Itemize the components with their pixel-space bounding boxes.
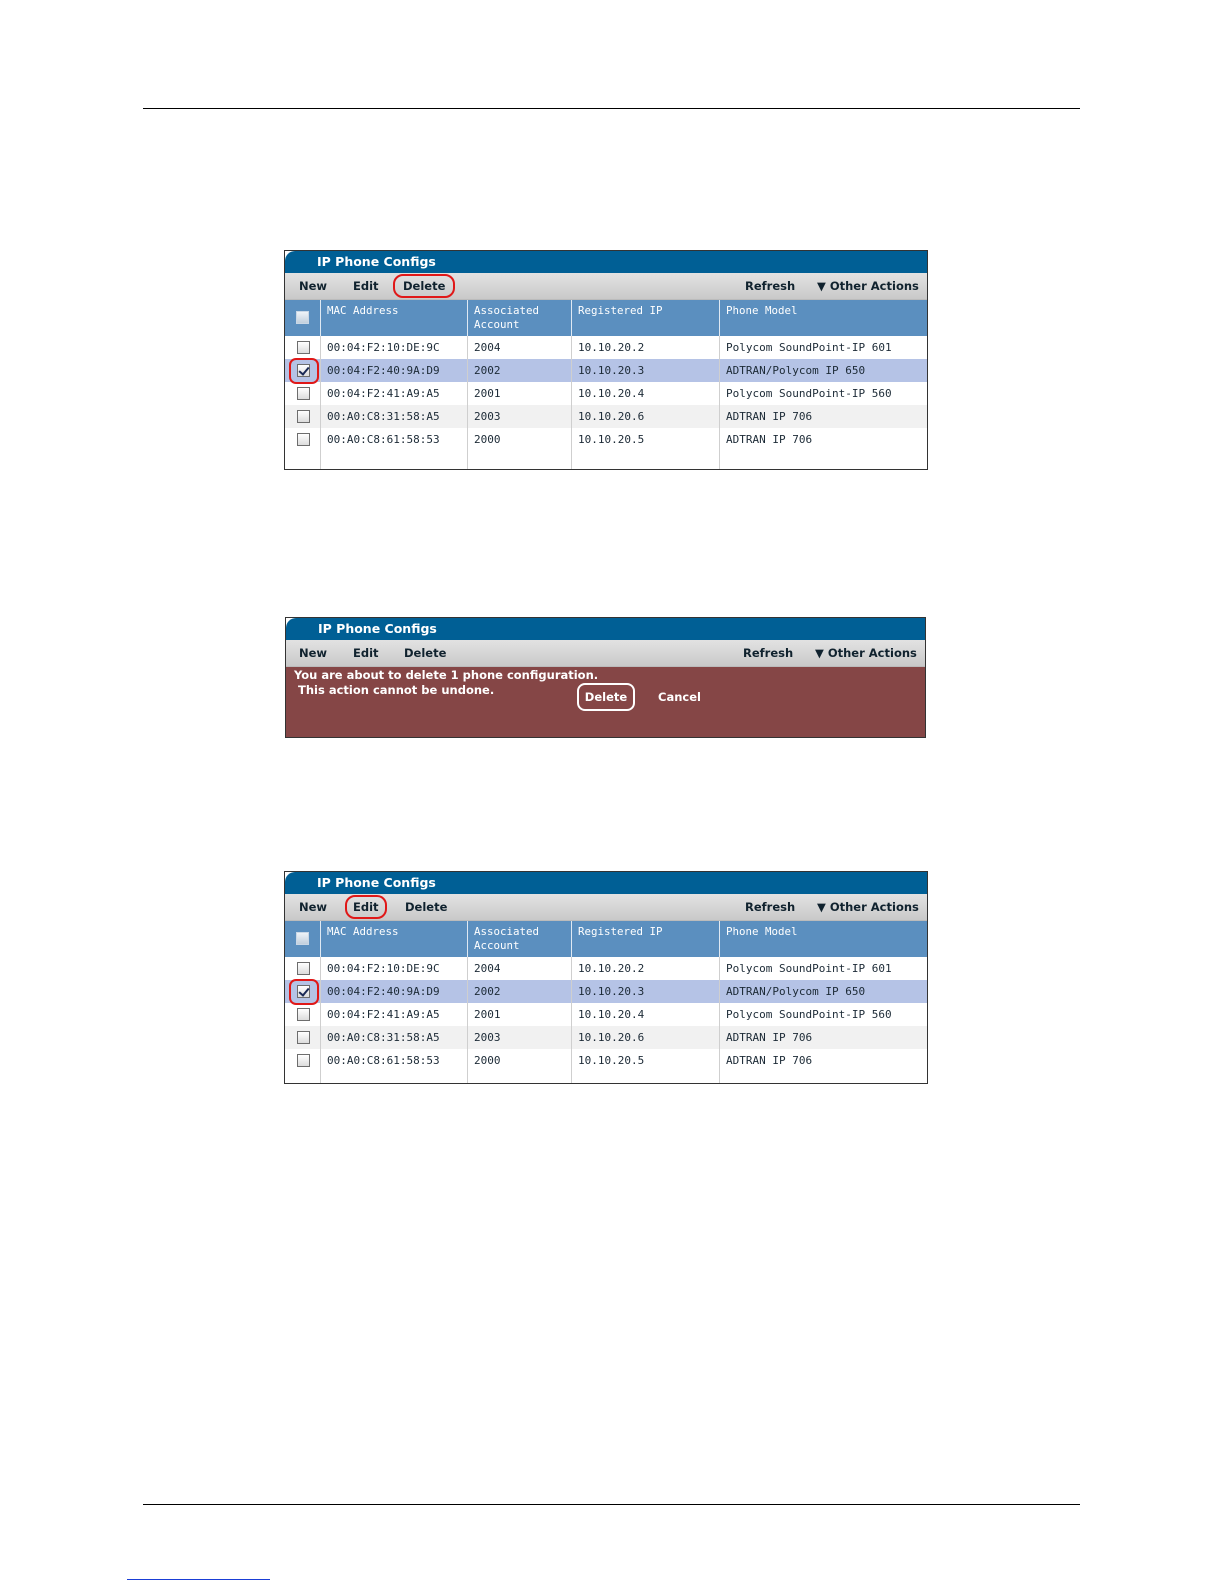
cell-account: 2001 [474,1008,501,1021]
column-associated-account[interactable]: Associated Account [474,304,540,331]
other-actions-menu[interactable]: ▼ Other Actions [815,646,917,660]
phone-config-grid [285,921,927,1084]
column-mac-address[interactable]: MAC Address [327,304,399,317]
cell-model: ADTRAN IP 706 [726,410,813,423]
ip-phone-configs-panel-confirm [285,617,926,738]
panel-title: IP Phone Configs [286,618,925,640]
cell-model: ADTRAN/Polycom IP 650 [726,985,866,998]
cell-account: 2000 [474,433,501,446]
edit-button[interactable]: Edit [353,279,379,293]
row-checkbox[interactable] [297,410,310,423]
edit-button[interactable]: Edit [347,897,385,917]
delete-button[interactable]: Delete [404,646,447,660]
table-row[interactable] [285,1026,927,1049]
table-row[interactable] [285,957,927,980]
cell-account: 2004 [474,341,501,354]
delete-button[interactable]: Delete [405,900,448,914]
table-row[interactable] [285,336,927,359]
row-checkbox[interactable] [297,1054,310,1067]
grid-header [285,921,927,957]
cell-mac: 00:04:F2:40:9A:D9 [327,985,440,998]
cell-mac: 00:04:F2:41:A9:A5 [327,387,440,400]
confirm-delete-button[interactable]: Delete [577,683,635,711]
other-actions-menu[interactable]: ▼ Other Actions [817,900,919,914]
delete-confirmation-bar [286,667,925,737]
cell-ip: 10.10.20.4 [578,387,645,400]
other-actions-menu[interactable]: ▼ Other Actions [817,279,919,293]
column-registered-ip[interactable]: Registered IP [578,304,663,317]
cell-account: 2003 [474,1031,501,1044]
column-registered-ip[interactable]: Registered IP [578,925,663,938]
row-checkbox[interactable] [297,1008,310,1021]
new-button[interactable]: New [299,646,328,660]
edit-button[interactable]: Edit [353,646,379,660]
cell-mac: 00:04:F2:40:9A:D9 [327,364,440,377]
empty-row [285,451,927,470]
table-row[interactable] [285,980,927,1003]
cell-account: 2003 [474,410,501,423]
cell-account: 2001 [474,387,501,400]
footer-rule [143,1504,1080,1505]
cell-ip: 10.10.20.3 [578,985,645,998]
table-row[interactable] [285,405,927,428]
new-button[interactable]: New [299,900,328,914]
cell-ip: 10.10.20.2 [578,341,645,354]
phone-config-grid [285,300,927,470]
cell-model: Polycom SoundPoint-IP 560 [726,387,892,400]
refresh-button[interactable]: Refresh [745,900,796,914]
new-button[interactable]: New [299,279,328,293]
grid-header [285,300,927,336]
checkbox-highlight-ring [289,979,319,1005]
cell-mac: 00:A0:C8:61:58:53 [327,433,440,446]
cell-account: 2004 [474,962,501,975]
empty-row [285,1072,927,1084]
cell-model: Polycom SoundPoint-IP 560 [726,1008,892,1021]
ip-phone-configs-panel-edit [284,871,928,1084]
cell-account: 2002 [474,364,501,377]
table-row[interactable] [285,428,927,451]
row-checkbox[interactable] [297,387,310,400]
select-all-checkbox[interactable] [296,311,309,324]
row-checkbox[interactable] [297,341,310,354]
cell-ip: 10.10.20.4 [578,1008,645,1021]
column-associated-account[interactable]: Associated Account [474,925,540,952]
cell-model: ADTRAN IP 706 [726,433,813,446]
cell-mac: 00:04:F2:10:DE:9C [327,341,440,354]
header-rule [143,108,1080,109]
checkbox-highlight-ring [289,358,319,384]
cell-mac: 00:04:F2:10:DE:9C [327,962,440,975]
cell-mac: 00:04:F2:41:A9:A5 [327,1008,440,1021]
cell-mac: 00:A0:C8:31:58:A5 [327,410,440,423]
refresh-button[interactable]: Refresh [743,646,794,660]
table-row[interactable] [285,382,927,405]
cell-mac: 00:A0:C8:31:58:A5 [327,1031,440,1044]
cell-ip: 10.10.20.3 [578,364,645,377]
cell-ip: 10.10.20.5 [578,1054,645,1067]
panel-title: IP Phone Configs [285,251,927,273]
refresh-button[interactable]: Refresh [745,279,796,293]
table-row[interactable] [285,359,927,382]
table-row[interactable] [285,1003,927,1026]
confirmation-message: You are about to delete 1 phone configuration. This action cannot be undone. [294,668,599,697]
select-all-checkbox[interactable] [296,932,309,945]
cell-ip: 10.10.20.2 [578,962,645,975]
column-phone-model[interactable]: Phone Model [726,304,798,317]
toolbar [285,273,927,300]
table-row[interactable] [285,1049,927,1072]
cell-model: Polycom SoundPoint-IP 601 [726,341,892,354]
cell-mac: 00:A0:C8:61:58:53 [327,1054,440,1067]
cell-ip: 10.10.20.5 [578,433,645,446]
cell-ip: 10.10.20.6 [578,1031,645,1044]
row-checkbox[interactable] [297,1031,310,1044]
column-mac-address[interactable]: MAC Address [327,925,399,938]
cell-model: Polycom SoundPoint-IP 601 [726,962,892,975]
cell-model: ADTRAN IP 706 [726,1031,813,1044]
cell-model: ADTRAN IP 706 [726,1054,813,1067]
row-checkbox[interactable] [297,962,310,975]
row-checkbox[interactable] [297,433,310,446]
toolbar [286,640,925,667]
column-phone-model[interactable]: Phone Model [726,925,798,938]
toolbar [285,894,927,921]
panel-title: IP Phone Configs [285,872,927,894]
cell-ip: 10.10.20.6 [578,410,645,423]
cell-model: ADTRAN/Polycom IP 650 [726,364,866,377]
delete-button[interactable]: Delete [395,276,453,296]
cell-account: 2000 [474,1054,501,1067]
ip-phone-configs-panel-delete [284,250,928,470]
cancel-button[interactable]: Cancel [658,690,701,704]
footer-link-underline [127,1579,270,1580]
cell-account: 2002 [474,985,501,998]
